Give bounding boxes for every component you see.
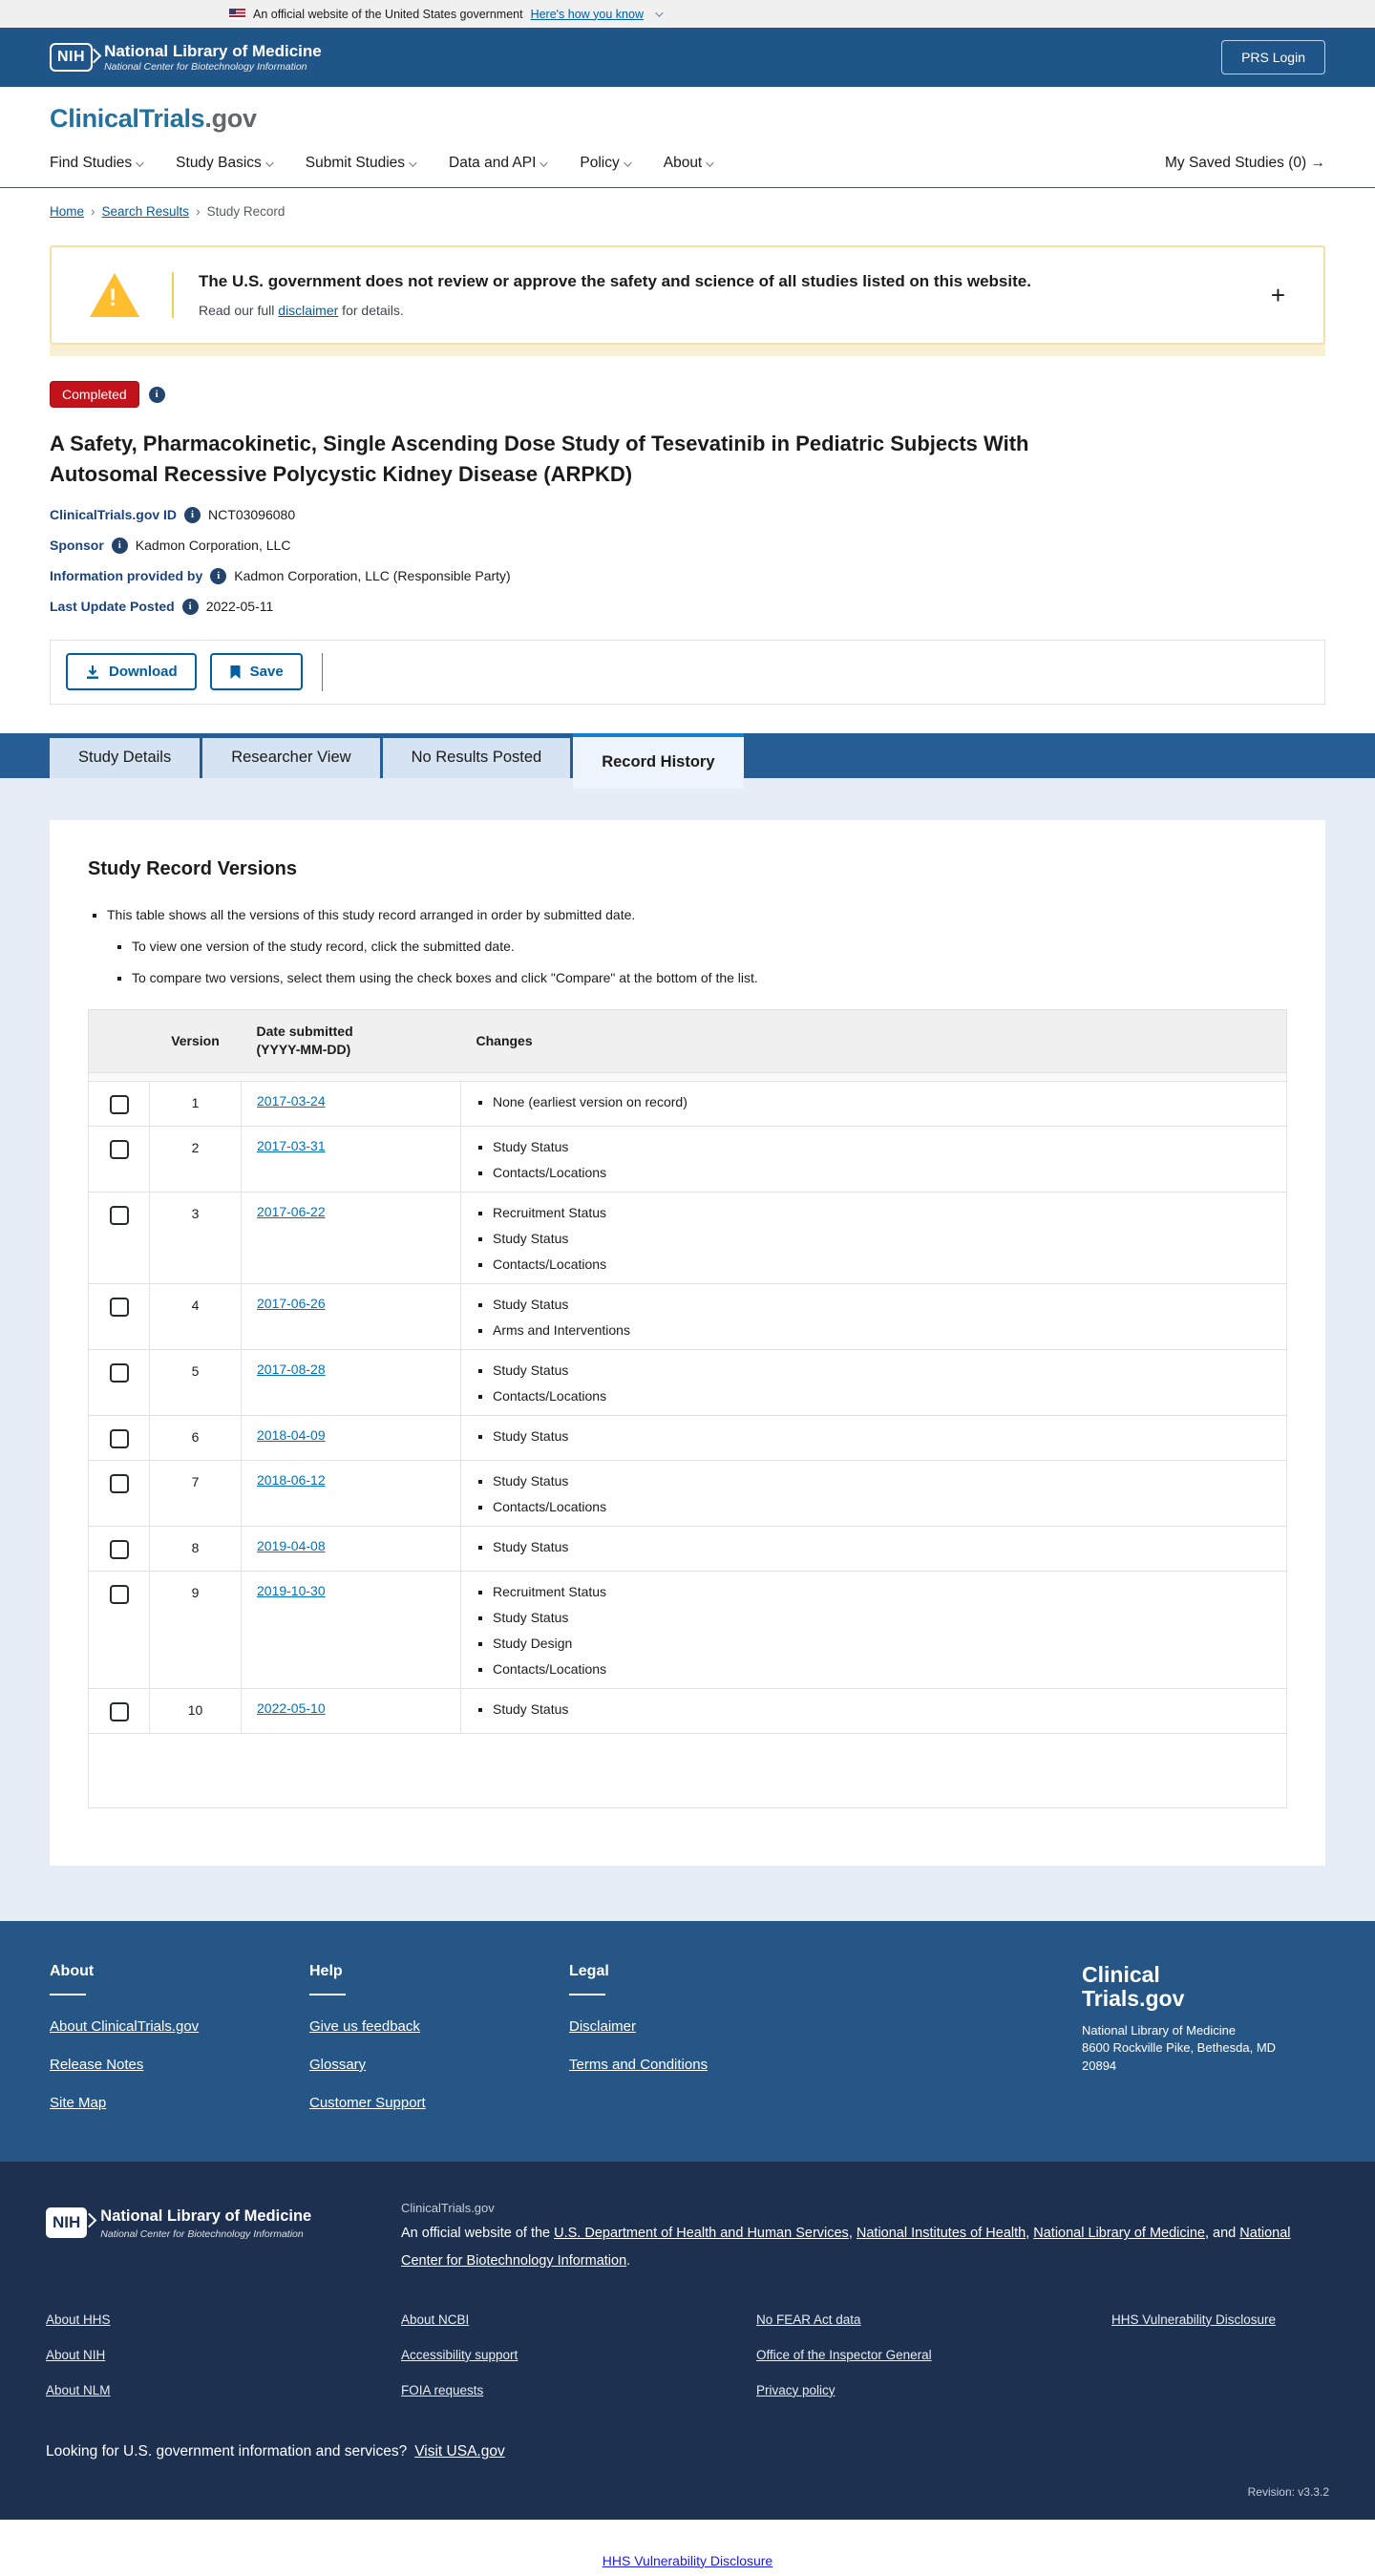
table-row [89,1349,1287,1415]
version-number: 2 [150,1126,242,1192]
change-item: ▪ Recruitment Status [493,1584,1271,1599]
nav-item[interactable]: Submit Studies [306,155,414,172]
my-saved-studies-link[interactable]: My Saved Studies (0) → [1165,155,1325,171]
changes-list [476,1297,1271,1338]
changes-list [476,1584,1271,1677]
version-select-checkbox[interactable] [110,1540,129,1559]
version-number: 4 [150,1283,242,1349]
version-date-link[interactable]: 2019-04-08 [257,1537,326,1553]
footer-columns [50,1963,829,2133]
version-select-checkbox[interactable] [110,1095,129,1114]
change-item: ▪ Study Status [493,1473,1271,1489]
meta-row [50,538,1325,554]
version-select-checkbox[interactable] [110,1585,129,1604]
warning-triangle-icon [90,273,139,317]
breadcrumb-home-link[interactable]: Home [50,204,85,219]
change-item: ▪ Study Status [493,1539,1271,1554]
version-number: 1 [150,1081,242,1126]
change-item: ▪ Contacts/Locations [493,1388,1271,1404]
info-icon[interactable] [112,538,128,554]
intro-sub-bullet: ▪ To view one version of the study record, click the submitted date. [132,937,1287,957]
version-select-checkbox[interactable] [110,1702,129,1721]
download-button[interactable]: Download [66,653,197,690]
official-site-text: An official website of the United States government [253,7,523,21]
table-header-changes: Changes [461,1009,1287,1072]
version-number: 7 [150,1460,242,1526]
tab-bar [0,733,1375,778]
change-item: ▪ Contacts/Locations [493,1165,1271,1180]
info-icon[interactable] [184,507,201,523]
status-row [50,381,1325,408]
ncbi-link[interactable]: National Center for Biotechnology Information [401,2226,1291,2269]
changes-list [476,1362,1271,1404]
breadcrumb-search-results-link[interactable]: Search Results [101,204,190,219]
change-item: ▪ Study Status [493,1428,1271,1444]
table-row [89,1283,1287,1349]
subfooter-link[interactable]: HHS Vulnerability Disclosure [1111,2312,1277,2327]
changes-list [476,1701,1271,1717]
agency-link-columns [46,2312,1329,2418]
footer-column-title: About [50,1962,95,1979]
warning-banner [50,245,1325,356]
changes-list [476,1539,1271,1554]
info-icon[interactable] [149,387,165,403]
agency-footer [0,2162,1375,2520]
version-date-link[interactable]: 2022-05-10 [257,1700,326,1716]
warning-body: Read our full disclaimer for details. [199,303,404,318]
version-date-link[interactable]: 2019-10-30 [257,1582,326,1598]
subfooter-link[interactable]: About NLM [46,2382,111,2397]
version-select-checkbox[interactable] [110,1206,129,1225]
nlm-header [0,28,1375,87]
chevron-down-icon [409,158,416,166]
footer-link[interactable]: Glossary [309,2056,367,2073]
changes-list [476,1473,1271,1514]
agency-link-column [46,2312,401,2418]
info-icon[interactable] [182,599,199,615]
hhs-vulnerability-disclosure-link[interactable]: HHS Vulnerability Disclosure [602,2552,773,2568]
version-number: 6 [150,1415,242,1460]
change-item: ▪ Arms and Interventions [493,1322,1271,1338]
nlm-subtitle: National Center for Biotechnology Information [104,60,307,73]
breadcrumb-current: Study Record [206,204,286,219]
subfooter-link[interactable]: Accessibility support [401,2347,518,2362]
change-item: ▪ Study Status [493,1362,1271,1378]
change-item: ▪ Study Status [493,1610,1271,1625]
nlm-title: National Library of Medicine [104,41,322,60]
table-row [89,1571,1287,1688]
footer-column-title: Help [309,1962,343,1979]
nav-item[interactable]: Data and API [449,155,545,172]
changes-list [476,1428,1271,1444]
chevron-down-icon [136,158,143,166]
subfooter-link[interactable]: About HHS [46,2312,111,2327]
disclaimer-link[interactable]: disclaimer [278,303,339,318]
meta-value: NCT03096080 [208,507,296,523]
revision-text: Revision: v3.3.2 [1247,2484,1329,2499]
expand-banner-button[interactable]: + [1258,281,1299,310]
meta-row [50,507,1325,523]
hhs-link[interactable]: U.S. Department of Health and Human Services [554,2226,849,2242]
breadcrumb: Home › Search Results › Study Record [50,204,286,219]
footer-logo: Clinical Trials.gov [1082,1961,1185,2011]
version-date-link[interactable]: 2017-06-26 [257,1295,326,1311]
meta-row [50,568,1325,584]
footer-link[interactable]: About ClinicalTrials.gov [50,2017,200,2035]
versions-heading: Study Record Versions [88,857,297,879]
version-number: 3 [150,1192,242,1283]
footer-link[interactable]: Release Notes [50,2056,144,2073]
table-header-version: Version [150,1009,242,1072]
study-meta [50,507,1325,615]
bottom-strip [0,2520,1375,2576]
footer-link[interactable]: Disclaimer [569,2017,637,2035]
table-footer-area [89,1733,1287,1807]
footer-link[interactable]: Site Map [50,2094,107,2111]
nav-item[interactable]: Policy [580,155,628,172]
tab-researcher-view[interactable]: Researcher View [202,738,379,778]
changes-list [476,1094,1271,1109]
version-number: 8 [150,1526,242,1571]
page-title: A Safety, Pharmacokinetic, Single Ascending Dose Study of Tesevatinib in Pediatric Subjects With Autosomal Recessive Polycystic Kidney Disease (ARPKD) [50,432,1029,486]
subfooter-link[interactable]: FOIA requests [401,2382,484,2397]
meta-value: Kadmon Corporation, LLC [135,538,291,554]
version-number: 9 [150,1571,242,1688]
info-icon[interactable] [210,568,226,584]
chevron-down-icon [540,158,548,166]
brand-row [0,87,1375,134]
how-you-know-link[interactable]: Here's how you know [530,7,644,21]
subfooter-link[interactable]: About NCBI [401,2312,470,2327]
nih-logo[interactable]: NIH [50,43,93,72]
status-badge: Completed [50,381,139,408]
changes-list [476,1205,1271,1272]
site-footer [0,1921,1375,2162]
chevron-down-icon [706,158,713,166]
save-button[interactable]: Save [210,653,303,690]
intro-sub-bullet: ▪ To compare two versions, select them using the check boxes and click "Compare" at the bottom of the list. [132,968,1287,988]
change-item: ▪ Study Status [493,1701,1271,1717]
nih-logo-footer: NIH National Library of Medicine National Center for Biotechnology Information [46,2196,401,2274]
version-select-checkbox[interactable] [110,1474,129,1493]
version-date-link[interactable]: 2017-08-28 [257,1361,326,1377]
download-icon [85,665,100,680]
divider [172,272,174,318]
versions-card [50,820,1325,1866]
nav-item[interactable]: Study Basics [176,155,271,172]
warning-heading: The U.S. government does not review or approve the safety and science of all studies listed on this website. [199,272,1031,290]
nav-item[interactable]: About [664,155,712,172]
version-date-link[interactable]: 2018-06-12 [257,1471,326,1488]
meta-label: Last Update Posted [50,599,175,615]
change-item: ▪ Contacts/Locations [493,1661,1271,1677]
table-row [89,1192,1287,1283]
agency-link-column [401,2312,756,2418]
table-row [89,1526,1287,1571]
gov-banner [0,0,1375,28]
main-nav [0,134,1375,188]
change-item: ▪ Study Status [493,1297,1271,1312]
meta-row [50,599,1325,615]
table-row [89,1126,1287,1192]
usa-gov-row: Looking for U.S. government information and services? Visit USA.gov [46,2442,505,2460]
action-bar [50,640,1325,705]
footer-link[interactable]: Give us feedback [309,2017,420,2035]
divider [50,1994,86,1995]
nih-link[interactable]: National Institutes of Health [856,2226,1026,2242]
change-item: ▪ Contacts/Locations [493,1256,1271,1272]
table-header-date: Date submitted (YYYY-MM-DD) [242,1009,461,1072]
footer-column [569,1963,829,2133]
version-date-link[interactable]: 2017-03-31 [257,1137,326,1153]
version-date-link[interactable]: 2017-03-24 [257,1092,326,1109]
change-item: ▪ Study Status [493,1139,1271,1154]
meta-label: Information provided by [50,568,203,584]
versions-table [88,1009,1287,1808]
nlm-lockup [104,42,322,74]
version-select-checkbox[interactable] [110,1140,129,1159]
version-number: 10 [150,1688,242,1733]
agency-link-column [756,2312,1111,2418]
versions-table-body [89,1081,1287,1733]
chevron-down-icon [265,158,273,166]
change-item: ▪ Recruitment Status [493,1205,1271,1220]
divider [569,1994,605,1995]
nav-items [50,155,711,172]
us-flag-icon [229,9,245,19]
nlm-link[interactable]: National Library of Medicine [1033,2226,1205,2242]
divider [309,1994,346,1995]
footer-address: National Library of Medicine 8600 Rockville Pike, Bethesda, MD 20894 [1082,2022,1277,2074]
meta-label: ClinicalTrials.gov ID [50,507,178,523]
subfooter-link[interactable]: About NIH [46,2347,106,2362]
subfooter-link[interactable]: Office of the Inspector General [756,2347,932,2362]
table-row [89,1081,1287,1126]
footer-column-title: Legal [569,1962,609,1979]
footer-column [50,1963,309,2133]
usa-gov-link[interactable]: Visit USA.gov [414,2442,505,2460]
arrow-right-icon: → [1310,155,1325,171]
change-item: ▪ None (earliest version on record) [493,1094,1271,1109]
change-item: ▪ Contacts/Locations [493,1499,1271,1514]
agency-statement: ClinicalTrials.gov An official website of the U.S. Department of Health and Human Services, National Institutes of Health, National Library of Medicine, and National Center for Biotechnology Information. [401,2200,1291,2269]
version-number: 5 [150,1349,242,1415]
nav-item[interactable]: Find Studies [50,155,141,172]
prs-login-button[interactable]: PRS Login [1221,40,1325,74]
table-header-row [89,1009,1287,1072]
record-history-panel [0,778,1375,1921]
versions-intro-list: ▪ This table shows all the versions of this study record arranged in order by submitted date. ▪ To view one version of the study record, click the submitted date. ▪ To compare two versions, select them using the check boxes and click "Compare" at the bottom of the list. [88,905,1287,988]
warning-strip [50,345,1325,356]
change-item: ▪ Study Status [493,1231,1271,1246]
table-header-checkbox [89,1009,150,1072]
version-date-link[interactable]: 2018-04-09 [257,1426,326,1443]
chevron-down-icon [624,158,631,166]
change-item: ▪ Study Design [493,1636,1271,1651]
footer-column [309,1963,569,2133]
footer-logo-block [1082,1963,1325,2133]
nlm-subtitle: National Center for Biotechnology Information [100,2228,304,2240]
changes-list [476,1139,1271,1180]
version-date-link[interactable]: 2017-06-22 [257,1203,326,1219]
tab-study-details[interactable]: Study Details [50,738,200,778]
agency-link-column [1111,2312,1276,2418]
subfooter-link[interactable]: No FEAR Act data [756,2312,861,2327]
bookmark-icon [229,665,242,680]
meta-value: 2022-05-11 [205,599,274,615]
meta-label: Sponsor [50,538,104,554]
footer-link[interactable]: Customer Support [309,2094,426,2111]
footer-link[interactable]: Terms and Conditions [569,2056,709,2073]
subfooter-link[interactable]: Privacy policy [756,2382,836,2397]
tab-no-results-posted[interactable]: No Results Posted [383,738,571,778]
clinicaltrials-logo[interactable]: ClinicalTrials.gov [50,104,257,133]
version-select-checkbox[interactable] [110,1298,129,1317]
text-caret [322,653,324,691]
nlm-title: National Library of Medicine [100,2206,312,2225]
version-select-checkbox[interactable] [110,1363,129,1383]
table-row [89,1688,1287,1733]
tab-record-history[interactable]: Record History [573,733,743,789]
meta-value: Kadmon Corporation, LLC (Responsible Party) [234,568,511,584]
chevron-down-icon [655,9,663,16]
table-row [89,1415,1287,1460]
table-row [89,1460,1287,1526]
version-select-checkbox[interactable] [110,1429,129,1448]
